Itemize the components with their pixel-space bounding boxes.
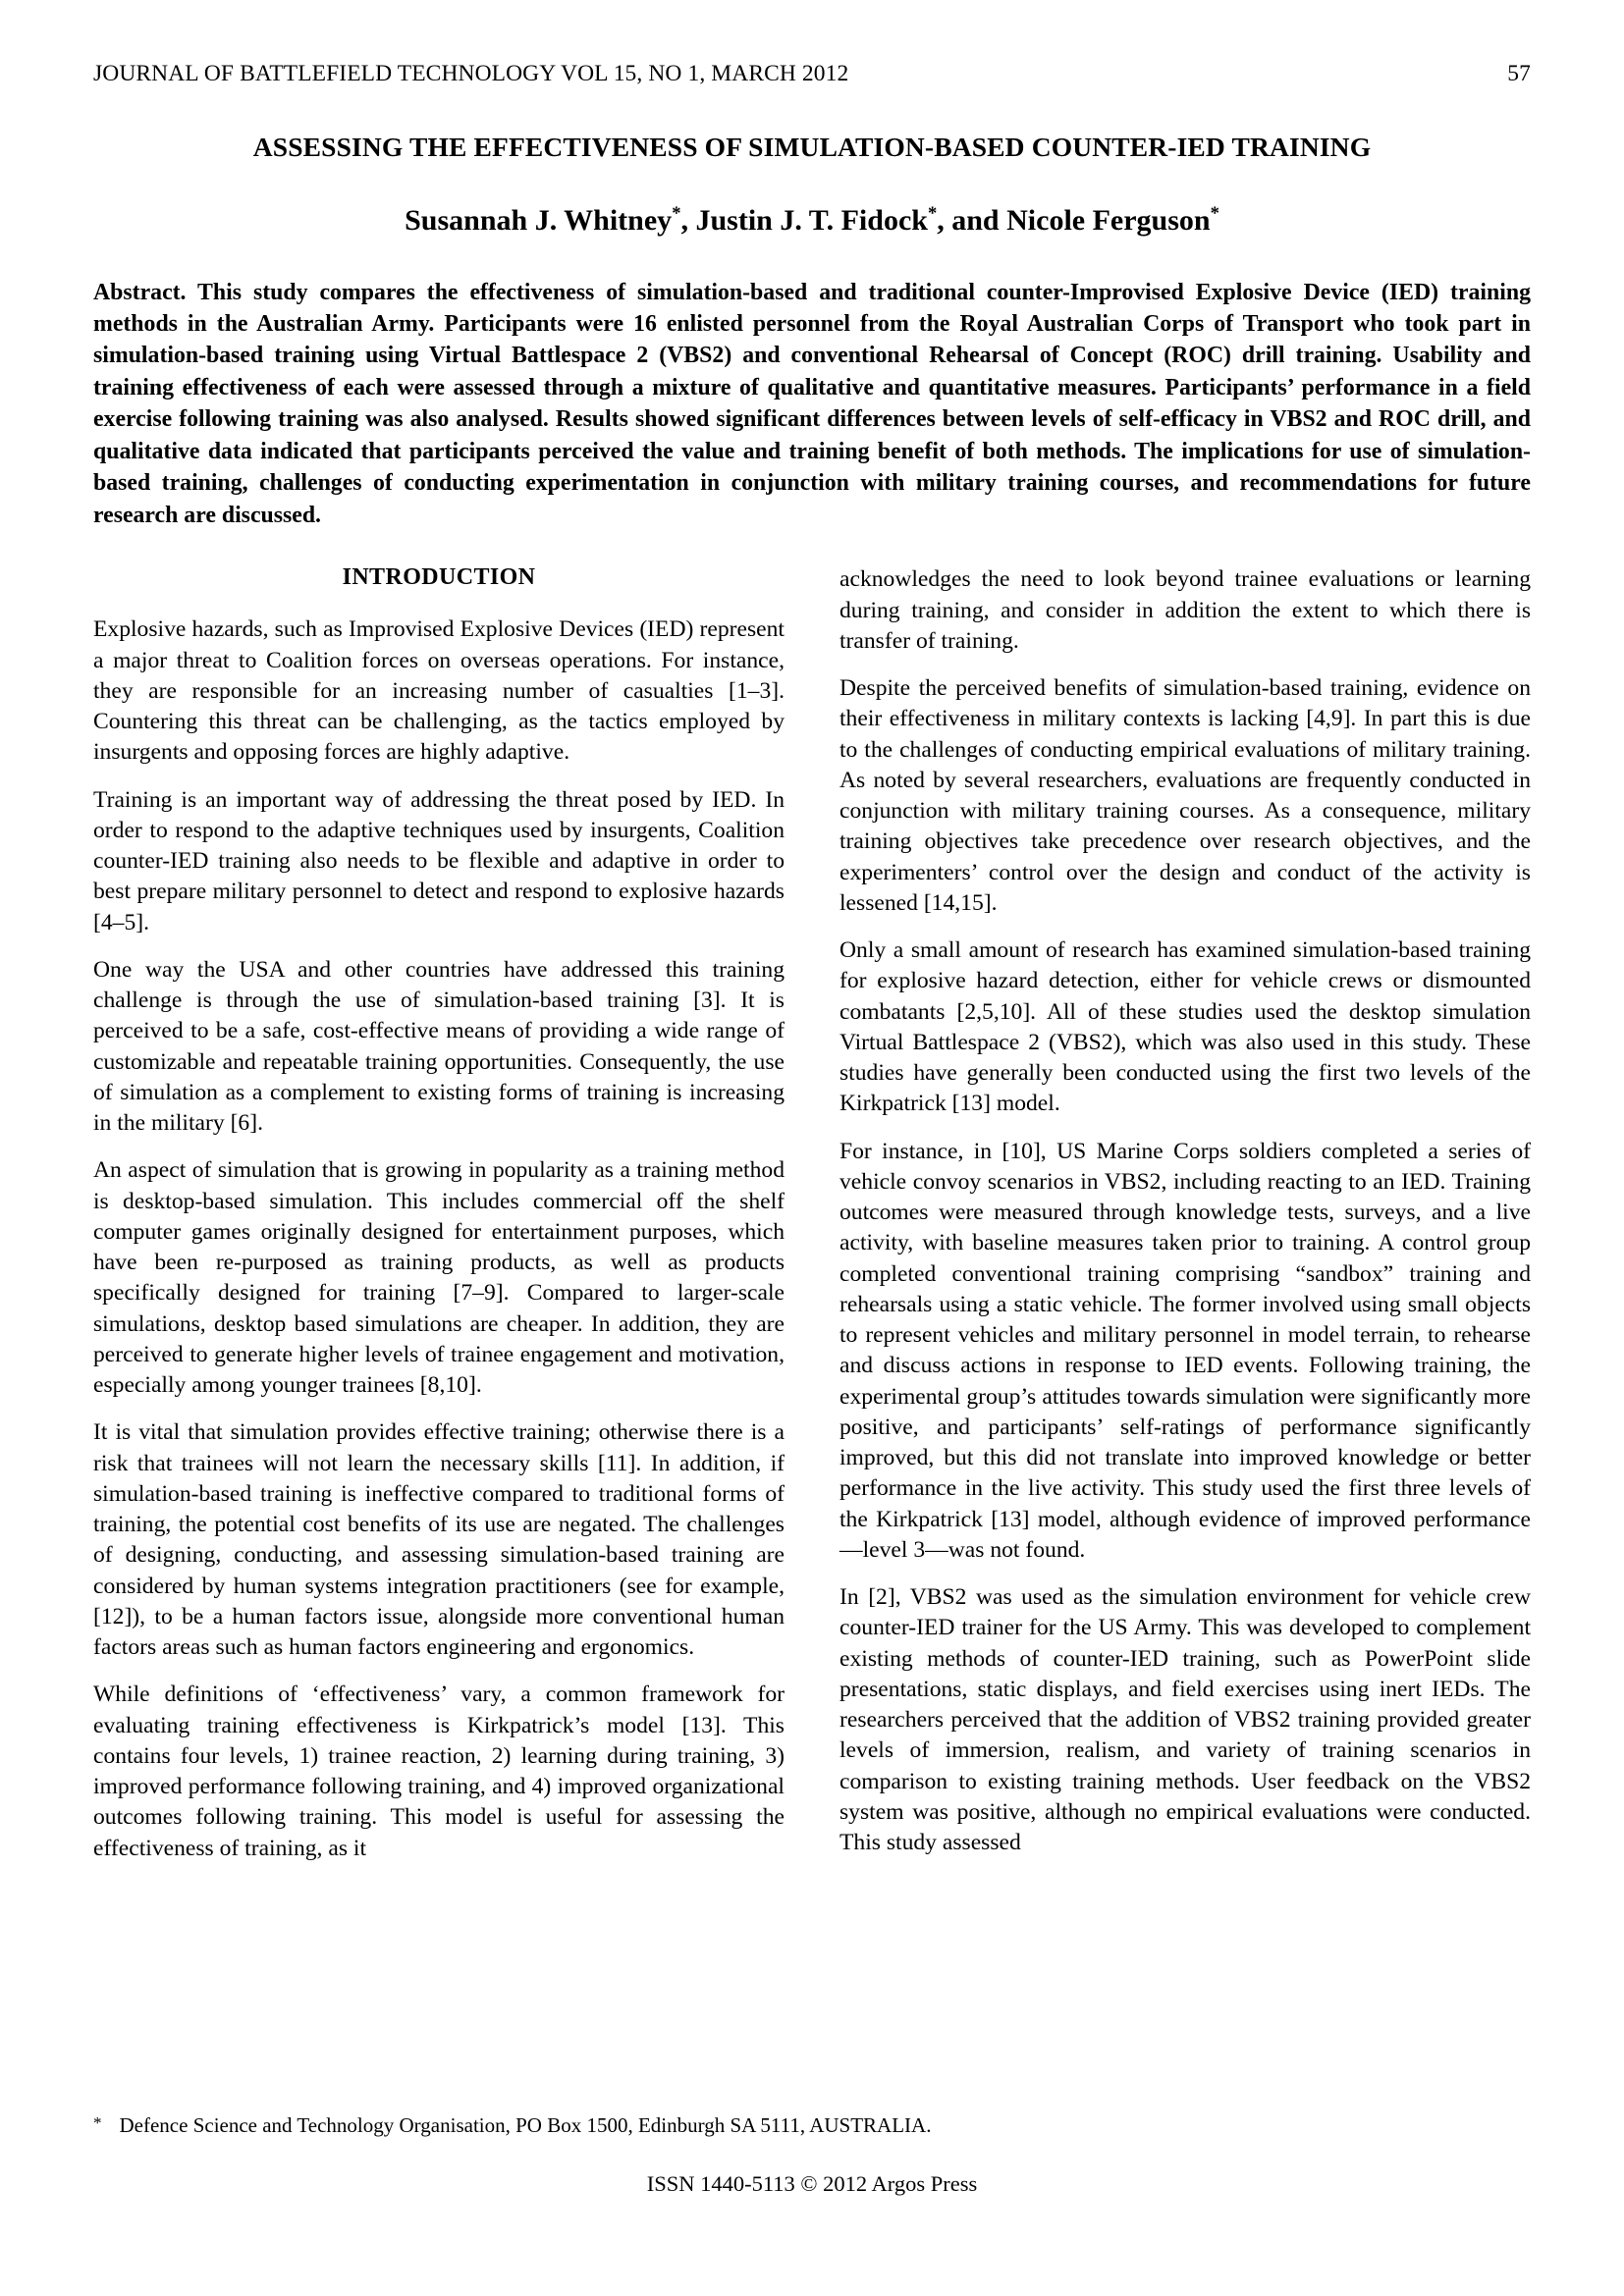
section-heading-introduction: INTRODUCTION [342, 564, 536, 591]
page-title: ASSESSING THE EFFECTIVENESS OF SIMULATION-BASED COUNTER-IED TRAINING [252, 132, 1372, 162]
left-column [93, 564, 785, 1881]
footnote-text: Defence Science and Technology Organisation, PO Box 1500, Edinburgh SA 5111, AUSTRALIA. [119, 2113, 932, 2137]
author-name-3: Nicole Ferguson [1006, 204, 1211, 237]
journal-title-line: JOURNAL OF BATTLEFIELD TECHNOLOGY VOL 15, NO 1, MARCH 2012 [93, 61, 849, 86]
footnote-marker: * [93, 2113, 102, 2132]
author-affiliation-marker-1: * [672, 203, 681, 224]
body-columns [93, 564, 1531, 1881]
author-affiliation-marker-3: * [1210, 203, 1219, 224]
paragraph: acknowledges the need to look beyond trainee evaluations or learning during training, and consider in addition the extent to which there is transfer of training. [839, 566, 1531, 654]
paragraph: Explosive hazards, such as Improvised Explosive Devices (IED) represent a major threat to Coalition forces on overseas operations. For instance, they are responsible for an increasing number of casualties [1–3]. Countering this threat can be challenging, as the tactics employed by insurgents and opposing forces are highly adaptive. [93, 616, 785, 766]
abstract: Abstract. This study compares the effectiveness of simulation-based and traditional counter-Improvised Explosive Device (IED) training methods in the Australian Army. Participants were 16 enlisted personnel from the Royal Australian Corps of Transport who took part in simulation-based training using Virtual Battlespace 2 (VBS2) and conventional Rehearsal of Concept (ROC) drill training. Usability and training effectiveness of each were assessed through a mixture of qualitative and quantitative measures. Participants’ performance in a field exercise following training was also analysed. Results showed significant differences between levels of self-efficacy in VBS2 and ROC drill, and qualitative data indicated that participants perceived the value and training benefit of both methods. The implications for use of simulation-based training, challenges of conducting experimentation in conjunction with military training courses, and recommendations for future research are discussed. [93, 279, 1531, 528]
page-number: 57 [1507, 61, 1531, 86]
running-head [93, 61, 1531, 87]
paragraph: It is vital that simulation provides effective training; otherwise there is a risk that trainees will not learn the necessary skills [11]. In addition, if simulation-based training is ineffective compared to traditional forms of training, the potential cost benefits of its use are negated. The challenges of designing, conducting, and assessing simulation-based training are considered by human systems integration practitioners (see for example, [12]), to be a human factors issue, alongside more conventional human factors areas such as human factors engineering and ergonomics. [93, 1419, 785, 1660]
author-name-1: Susannah J. Whitney [405, 204, 673, 237]
affiliation-footnote [93, 2112, 1531, 2139]
author-line [93, 202, 1531, 240]
paragraph: One way the USA and other countries have addressed this training challenge is through the use of simulation-based training [3]. It is perceived to be a safe, cost-effective means of providing a wide range of customizable and repeatable training opportunities. Consequently, the use of simulation as a complement to existing forms of training is increasing in the military [6]. [93, 956, 785, 1136]
page-footer [93, 2171, 1531, 2197]
paragraph: Despite the perceived benefits of simulation-based training, evidence on their effectiveness in military contexts is lacking [4,9]. In part this is due to the challenges of conducting empirical evaluations of military training. As noted by several researchers, evaluations are frequently conducted in conjunction with military training courses. As a consequence, military training objectives take precedence over research objectives, and the experimenters’ control over the design and conduct of the activity is lessened [14,15]. [839, 675, 1531, 916]
paragraph: For instance, in [10], US Marine Corps soldiers completed a series of vehicle convoy scenarios in VBS2, including reacting to an IED. Training outcomes were measured through knowledge tests, surveys, and a live activity, with baseline measures taken prior to training. A control group completed conventional training comprising “sandbox” training and rehearsals using a static vehicle. The former involved using small objects to represent vehicles and military personnel in model terrain, to rehearse and discuss actions in response to IED events. Following training, the experimental group’s attitudes towards simulation were significantly more positive, and participants’ self-ratings of performance significantly improved, but this did not translate into improved knowledge or better performance in the live activity. This study used the first three levels of the Kirkpatrick [13] model, although evidence of improved performance—level 3—was not found. [839, 1138, 1531, 1563]
paragraph: While definitions of ‘effectiveness’ vary, a common framework for evaluating training effectiveness is Kirkpatrick’s model [13]. This contains four levels, 1) trainee reaction, 2) learning during training, 3) improved performance following training, and 4) improved organizational outcomes following training. This model is useful for assessing the effectiveness of training, as it [93, 1682, 785, 1861]
paragraph: Training is an important way of addressing the threat posed by IED. In order to respond to the adaptive techniques used by insurgents, Coalition counter-IED training also needs to be flexible and adaptive in order to best prepare military personnel to detect and respond to explosive hazards [4–5]. [93, 786, 785, 935]
author-affiliation-marker-2: * [927, 203, 938, 224]
right-column [839, 564, 1531, 1875]
paragraph: An aspect of simulation that is growing in popularity as a training method is desktop-based simulation. This includes commercial off the shelf computer games originally designed for entertainment purposes, which have been re-purposed as training products, as well as products specifically designed for training [7–9]. Compared to larger-scale simulations, desktop based simulations are cheaper. In addition, they are perceived to generate higher levels of trainee engagement and motivation, especially among younger trainees [8,10]. [93, 1157, 785, 1398]
paragraph: In [2], VBS2 was used as the simulation environment for vehicle crew counter-IED trainer for the US Army. This was developed to complement existing methods of counter-IED training, such as PowerPoint slide presentations, static displays, and field exercises using inert IEDs. The researchers perceived that the addition of VBS2 training provided greater levels of immersion, realism, and variety of training scenarios in comparison to existing training methods. User feedback on the VBS2 system was positive, although no empirical evaluations were conducted. This study assessed [839, 1584, 1531, 1855]
author-separator-1: , [680, 204, 696, 237]
paragraph: Only a small amount of research has examined simulation-based training for explosive hazard detection, either for vehicle crews or dismounted combatants [2,5,10]. All of these studies used the desktop simulation Virtual Battlespace 2 (VBS2), which was also used in this study. These studies have generally been conducted using the first two levels of the Kirkpatrick [13] model. [839, 937, 1531, 1117]
author-name-2: Justin J. T. Fidock [695, 204, 928, 237]
issn-copyright-line: ISSN 1440-5113 © 2012 Argos Press [646, 2171, 978, 2196]
author-separator-2: , and [937, 204, 1007, 237]
